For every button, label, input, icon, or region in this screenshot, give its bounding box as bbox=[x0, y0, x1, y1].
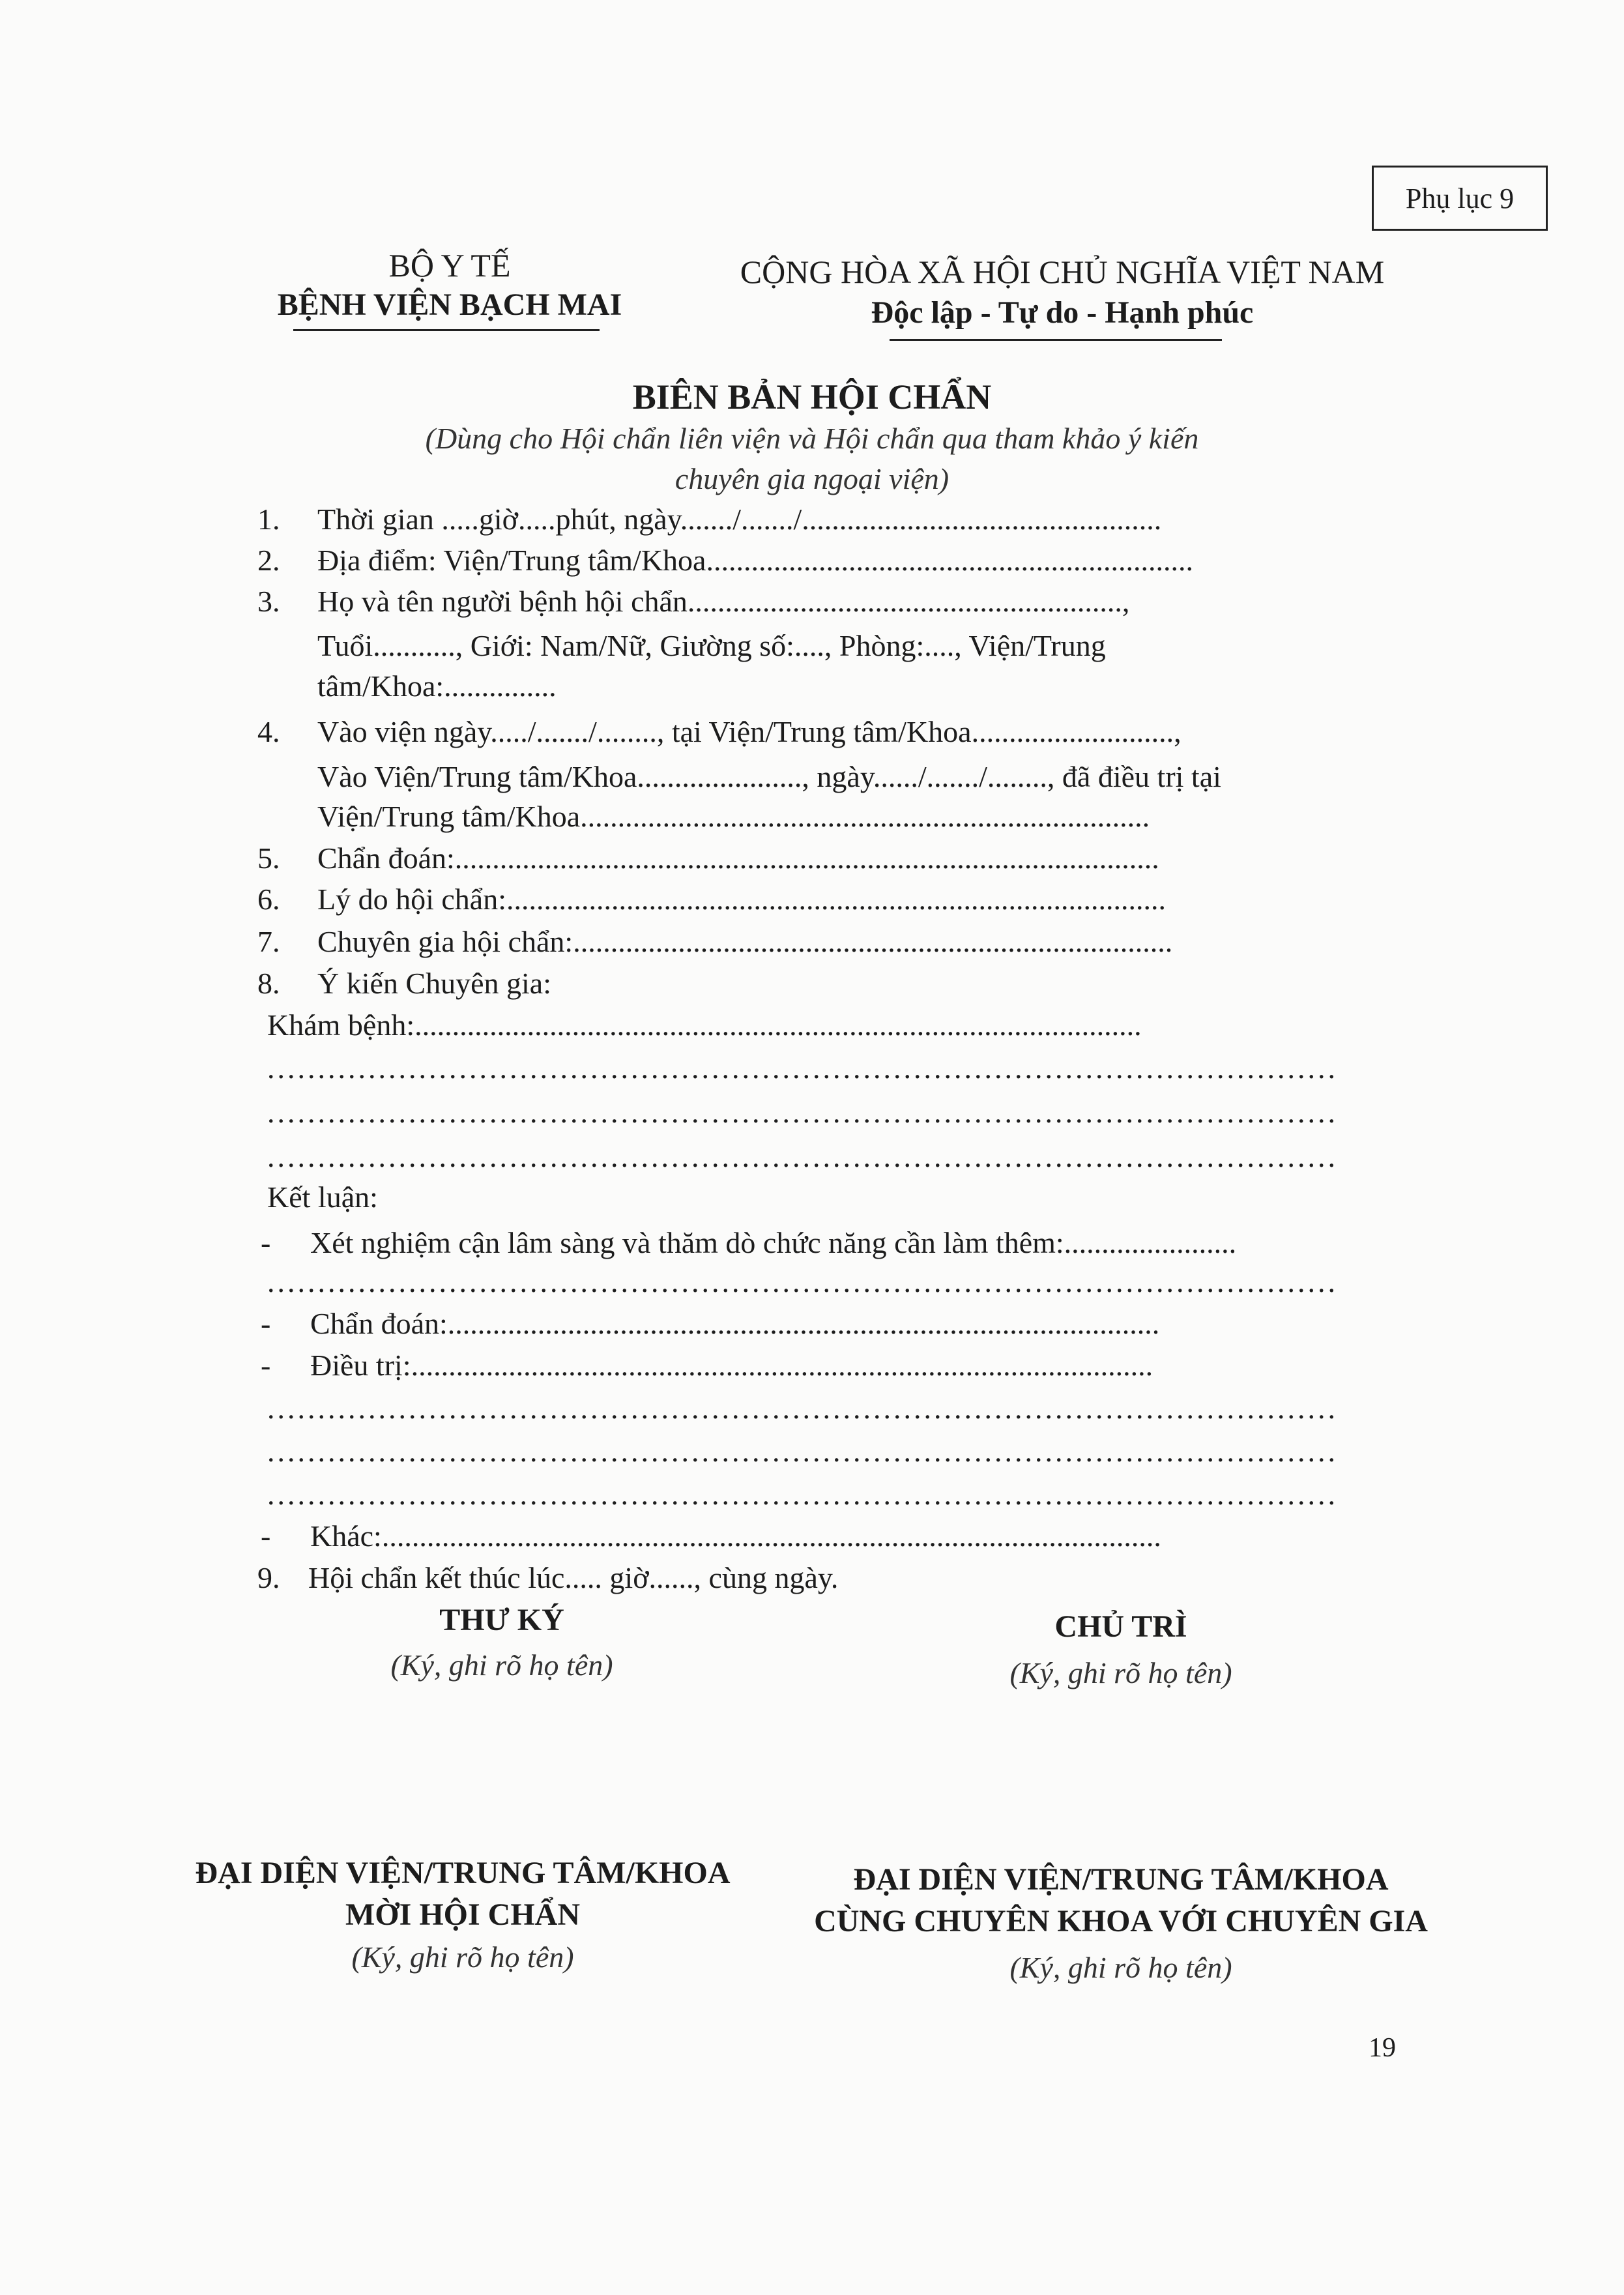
chair-title: CHỦ TRÌ bbox=[1054, 1609, 1187, 1644]
exam-dots-3: .......................................................................................................... bbox=[267, 1140, 1338, 1173]
same-specialty-title-line-2: CÙNG CHUYÊN KHOA VỚI CHUYÊN GIA bbox=[814, 1904, 1428, 1938]
hospital-name: BỆNH VIỆN BẠCH MAI bbox=[277, 287, 622, 322]
national-motto: Độc lập - Tự do - Hạnh phúc bbox=[871, 295, 1254, 330]
inviter-title-line-1: ĐẠI DIỆN VIỆN/TRUNG TÂM/KHOA bbox=[195, 1856, 731, 1890]
inviter-note: (Ký, ghi rõ họ tên) bbox=[351, 1940, 574, 1974]
exam-dots-2: .......................................................................................................... bbox=[267, 1096, 1338, 1129]
chair-note: (Ký, ghi rõ họ tên) bbox=[1009, 1656, 1232, 1689]
treatment-dots-1: .......................................................................................................... bbox=[267, 1392, 1338, 1425]
exam-dots-1: .......................................................................................................... bbox=[267, 1051, 1338, 1085]
same-specialty-note: (Ký, ghi rõ họ tên) bbox=[1009, 1951, 1232, 1984]
secretary-note: (Ký, ghi rõ họ tên) bbox=[390, 1648, 613, 1682]
country-name: CỘNG HÒA XÃ HỘI CHỦ NGHĨA VIỆT NAM bbox=[740, 254, 1385, 290]
treatment-dots-3: .......................................................................................................... bbox=[267, 1478, 1338, 1511]
tests-dots: .......................................................................................................... bbox=[267, 1265, 1338, 1298]
document-title: BIÊN BẢN HỘI CHẨN bbox=[632, 377, 992, 417]
page-number: 19 bbox=[1369, 2033, 1396, 2063]
motto-underline bbox=[890, 339, 1222, 341]
inviter-title-line-2: MỜI HỘI CHẨN bbox=[345, 1897, 580, 1932]
document-page: Phụ lục 9 BỘ Y TẾ BỆNH VIỆN BẠCH MAI CỘNG HÒA XÃ HỘI CHỦ NGHĨA VIỆT NAM Độc lập - Tự do - Hạnh phúc BIÊN BẢN HỘI CHẨN (Dùng cho Hội chẩn liên viện và Hội chẩn qua tham khảo ý kiến chuyên gia ngoại viện) 1. Thời gian .....giờ.....phút, ngày......./......./................................................ 2. Địa điểm: Viện/Trung tâm/Khoa................................................................. 3. Họ và tên người bệnh hội chẩn.........................................................., Tuổi..........., Giới: Nam/Nữ, Giường số:...., Phòng:...., Viện/Trung tâm/Khoa:............... 4. Vào viện ngày...../......./........, tại Viện/Trung tâm/Khoa..........................., Vào Viện/Trung tâm/Khoa......................, ngày....../......./........, đã điều trị tại Viện/Trung tâm/Khoa............................................................................ 5. Chẩn đoán:.............................................................................................. 6. Lý do hội chẩn:........................................................................................ 7. Chuyên gia hội chẩn:................................................................................ 8. Ý kiến Chuyên gia: Khám bệnh:................................................................................................. .......................................................................................................... .......................................................................................................... .......................................................................................................... Kết luận: - Xét nghiệm cận lâm sàng và thăm dò chức năng cần làm thêm:....................... .......................................................................................................... - Chẩn đoán:............................................................................................... - Điều trị:................................................................................................... .......................................................................................................... .......................................................................................................... .......................................................................................................... - Khác:........................................................................................................ 9. Hội chẩn kết thúc lúc..... giờ......, cùng ngày. THƯ KÝ (Ký, ghi rõ họ tên) CHỦ TRÌ (Ký, ghi rõ họ tên) ĐẠI DIỆN VIỆN/TRUNG TÂM/KHOA MỜI HỘI CHẨN (Ký, ghi rõ họ tên) ĐẠI DIỆN VIỆN/TRUNG TÂM/KHOA CÙNG CHUYÊN KHOA VỚI CHUYÊN GIA (Ký, ghi rõ họ tên) 19 bbox=[0, 0, 1624, 2295]
hospital-underline bbox=[293, 329, 600, 331]
subtitle-line-2: chuyên gia ngoại viện) bbox=[674, 462, 950, 495]
ministry-name: BỘ Y TẾ bbox=[388, 247, 511, 284]
treatment-dots-2: .......................................................................................................... bbox=[267, 1435, 1338, 1468]
same-specialty-title-line-1: ĐẠI DIỆN VIỆN/TRUNG TÂM/KHOA bbox=[853, 1862, 1389, 1897]
appendix-label: Phụ lục 9 bbox=[1372, 166, 1548, 231]
subtitle-line-1: (Dùng cho Hội chẩn liên viện và Hội chẩn qua tham khảo ý kiến bbox=[425, 422, 1199, 455]
secretary-title: THƯ KÝ bbox=[439, 1603, 564, 1637]
